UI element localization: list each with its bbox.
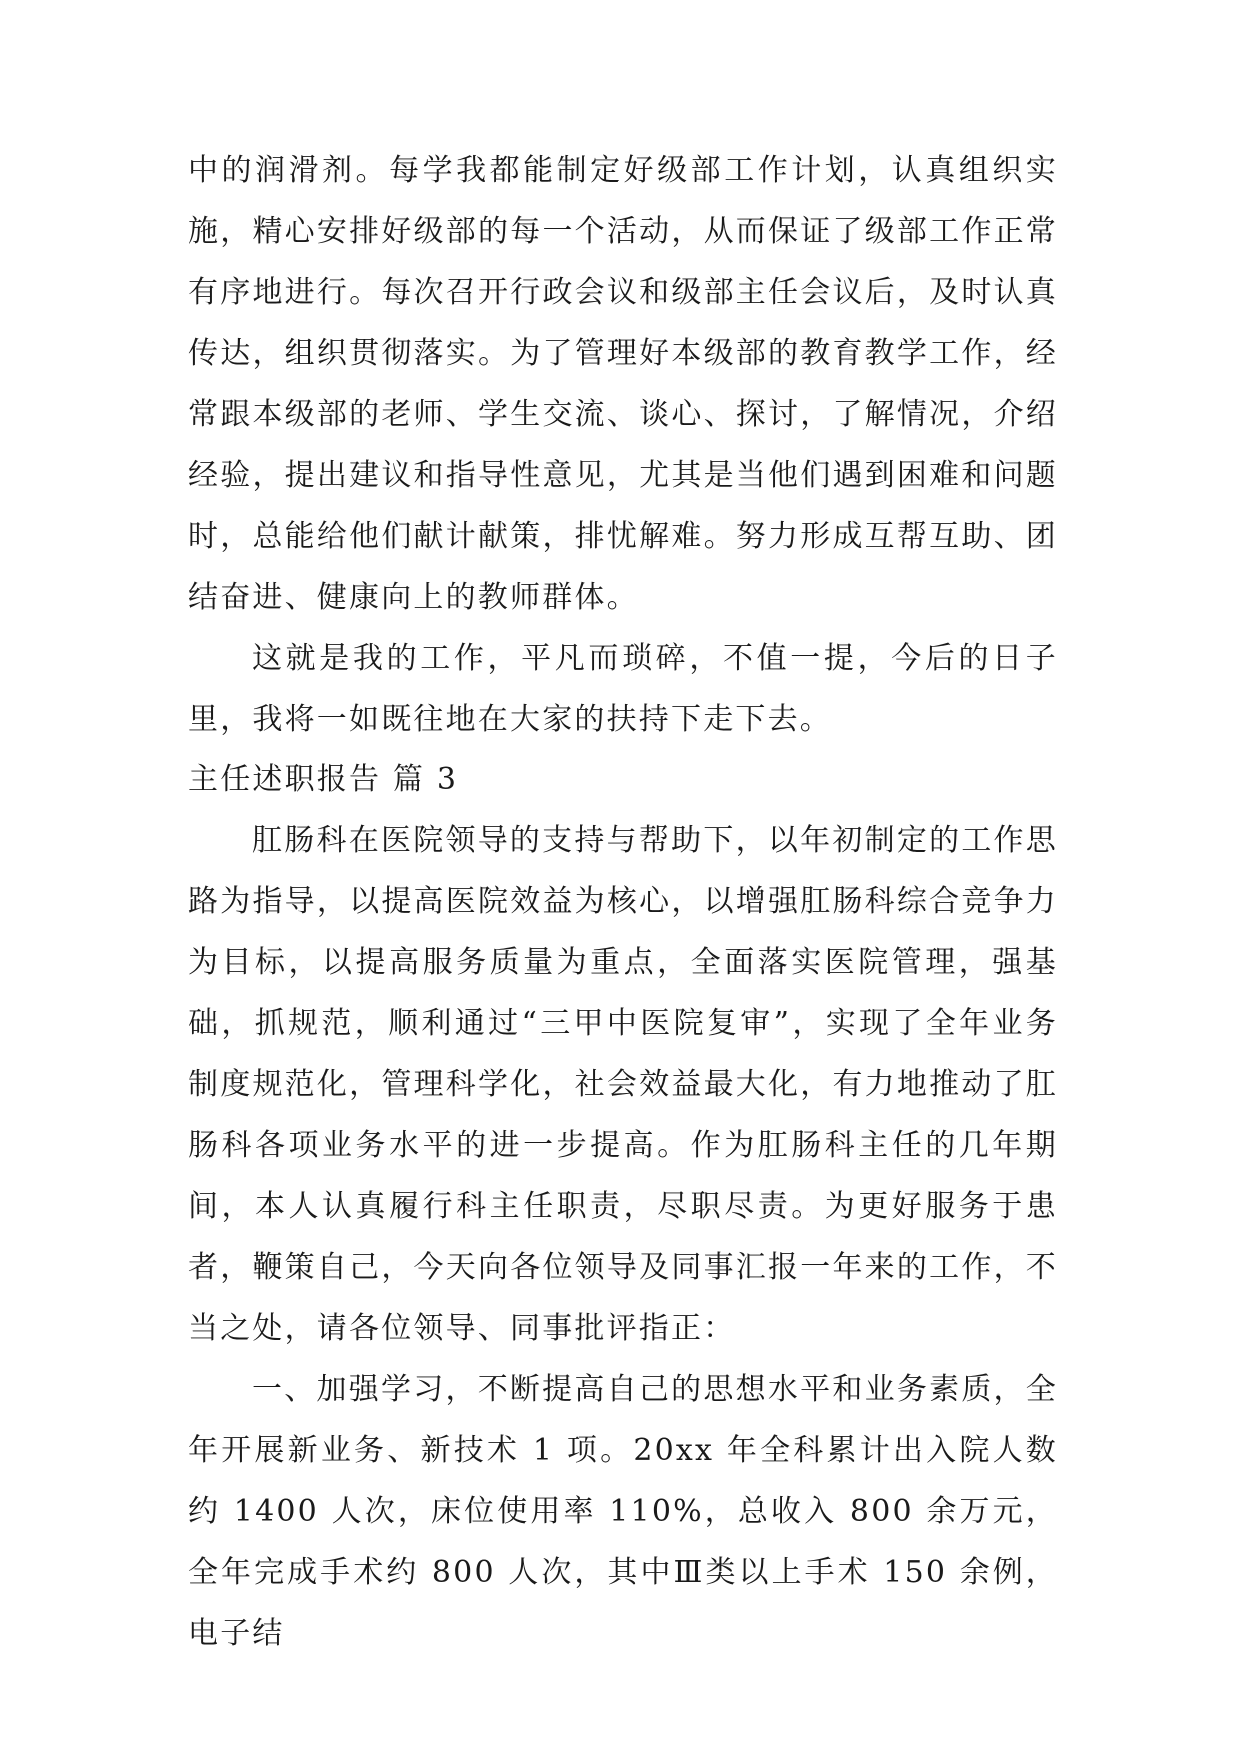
section-heading: 主任述职报告 篇 3 <box>188 762 459 797</box>
document-body <box>188 140 1058 1664</box>
paragraph-level-management: 中的润滑剂。每学我都能制定好级部工作计划，认真组织实施，精心安排好级部的每一个活动，从而保证了级部工作正常有序地进行。每次召开行政会议和级部主任会议后，及时认真传达，组织贯彻落实。为了管理好本级部的教育教学工作，经常跟本级部的老师、学生交流、谈心、探讨，了解情况，介绍经验，提出建议和指导性意见，尤其是当他们遇到困难和问题时，总能给他们献计献策，排忧解难。努力形成互帮互助、团结奋进、健康向上的教师群体。 <box>188 153 1058 615</box>
paragraph-department-overview: 肛肠科在医院领导的支持与帮助下，以年初制定的工作思路为指导，以提高医院效益为核心，以增强肛肠科综合竞争力为目标，以提高服务质量为重点，全面落实医院管理，强基础，抓规范，顺利通过“三甲中医院复审”，实现了全年业务制度规范化，管理科学化，社会效益最大化，有力地推动了肛肠科各项业务水平的进一步提高。作为肛肠科主任的几年期间，本人认真履行科主任职责，尽职尽责。为更好服务于患者，鞭策自己，今天向各位领导及同事汇报一年来的工作，不当之处，请各位领导、同事批评指正： <box>188 823 1058 1346</box>
paragraph-closing-remarks: 这就是我的工作，平凡而琐碎，不值一提，今后的日子里，我将一如既往地在大家的扶持下走下去。 <box>188 641 1058 737</box>
paragraph-study-and-statistics: 一、加强学习，不断提高自己的思想水平和业务素质，全年开展新业务、新技术 1 项。20xx 年全科累计出入院人数约 1400 人次，床位使用率 110%，总收入 800 余万元，全年完成手术约 800 人次，其中Ⅲ类以上手术 150 余例，电子结 <box>188 1372 1058 1651</box>
